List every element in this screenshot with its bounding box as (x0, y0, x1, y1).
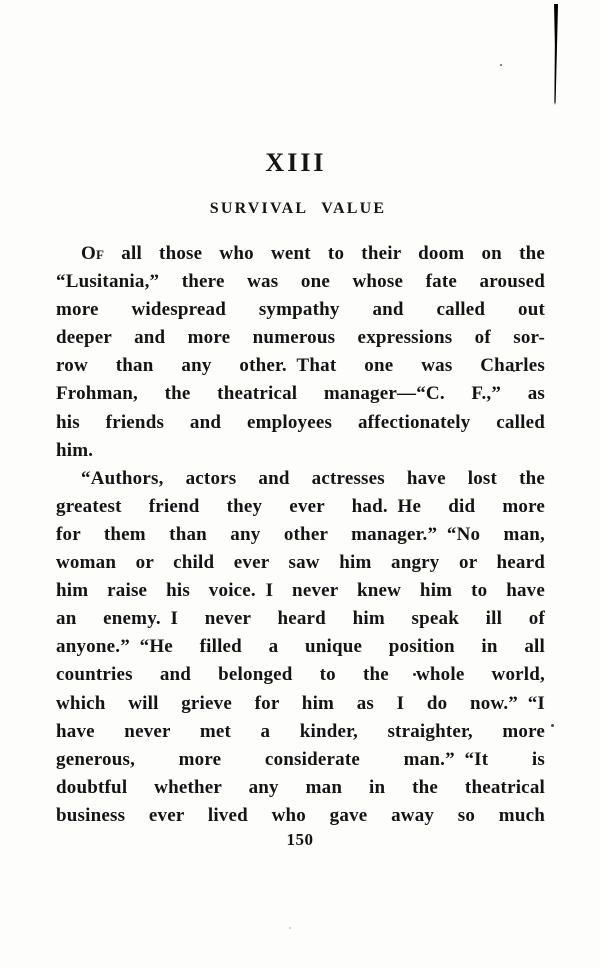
paragraph-2 (56, 465, 545, 830)
scan-speck (289, 927, 291, 929)
text-line: deeper and more numerous expressions of sor- (56, 327, 545, 349)
text-line: him raise his voice. I never knew him to have (56, 580, 545, 602)
text-line: generous, more considerate man.” “It is (56, 748, 545, 770)
body-text (56, 240, 545, 830)
text-line-rest: all those who went to their doom on the (121, 243, 545, 264)
text-line: which will grieve for him as I do now.” “I (56, 692, 545, 714)
scan-speck (551, 724, 554, 727)
ink-streak-artifact (551, 4, 559, 105)
page-number: 150 (286, 830, 314, 849)
text-line: countries and belonged to the whole world, (56, 664, 545, 686)
text-line: row than any other. That one was Charles (56, 355, 545, 377)
text-line: business ever lived who gave away so much (56, 804, 545, 826)
text-line: woman or child ever saw him angry or heard (56, 552, 545, 574)
lead-word-smallcaps: Of (81, 243, 105, 264)
text-line: “Lusitania,” there was one whose fate aroused (56, 271, 545, 293)
text-line: “Authors, actors and actresses have lost the (81, 467, 545, 489)
text-line (56, 240, 545, 268)
text-line: for them than any other manager.” “No man, (56, 523, 545, 545)
text-line: more widespread sympathy and called out (56, 299, 545, 321)
paragraph-1 (56, 240, 545, 465)
chapter-title: SURVIVAL VALUE (209, 200, 387, 217)
text-line: anyone.” “He filled a unique position in all (56, 636, 545, 658)
text-line: have never met a kinder, straighter, more (56, 720, 545, 742)
text-line: Frohman, the theatrical manager—“C. F.,” as (56, 383, 545, 405)
text-line: an enemy. I never heard him speak ill of (56, 608, 545, 630)
chapter-number: XIII (265, 148, 327, 177)
text-line: greatest friend they ever had. He did more (56, 495, 545, 517)
scan-speck (500, 64, 502, 66)
text-line: doubtful whether any man in the theatrical (56, 776, 545, 798)
text-line: him. (56, 439, 94, 461)
text-line: his friends and employees affectionately called (56, 411, 545, 433)
